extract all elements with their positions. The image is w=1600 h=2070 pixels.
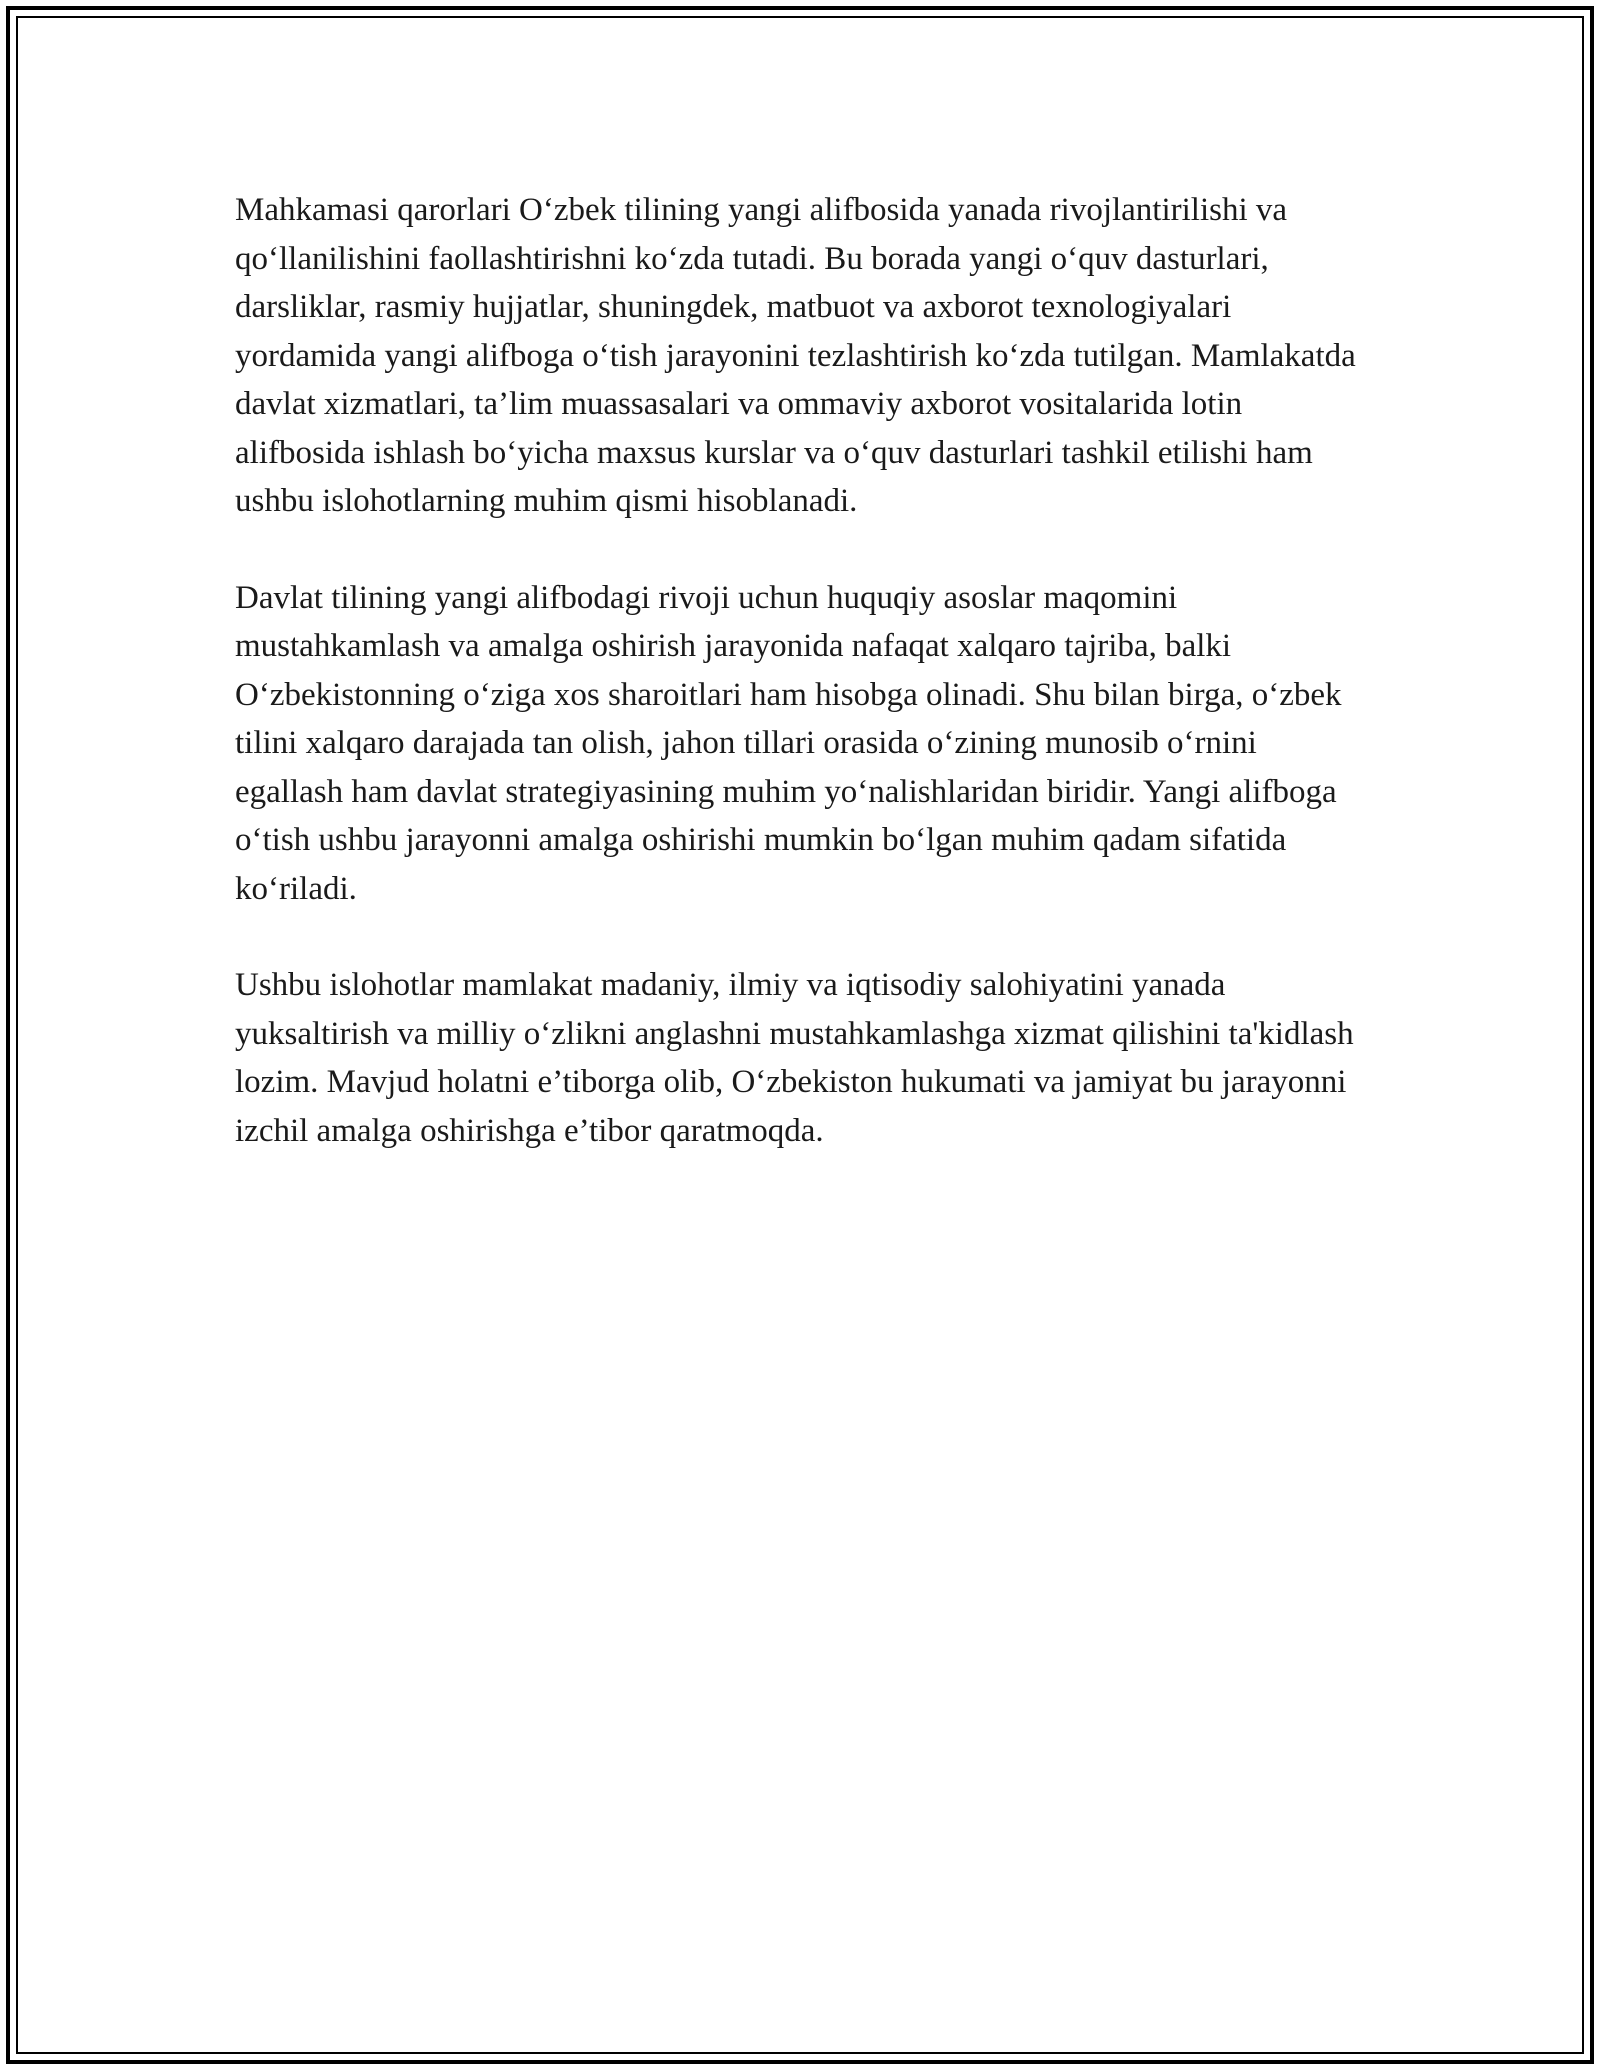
paragraph-2: Davlat tilining yangi alifbodagi rivoji uchun huquqiy asoslar maqomini mustahkamlash va amalga oshirish jarayonida nafaqat xalqaro tajriba, balki O‘zbekistonning o‘ziga xos sharoitlari ham hisobga olinadi. Shu bilan birga, o‘zbek tilini xalqaro darajada tan olish, jahon tillari orasida o‘zining munosib o‘rnini egallash ham davlat strategiyasining muhim yo‘nalishlaridan biridir. Yangi alifboga o‘tish ushbu jarayonni amalga oshirishi mumkin bo‘lgan muhim qadam sifatida ko‘riladi. (235, 579, 1342, 907)
paragraph-1: Mahkamasi qarorlari O‘zbek tilining yangi alifbosida yanada rivojlantirilishi va qo‘llanilishini faollashtirishni ko‘zda tutadi. Bu borada yangi o‘quv dasturlari, darsliklar, rasmiy hujjatlar, shuningdek, matbuot va axborot texnologiyalari yordamida yangi alifboga o‘tish jarayonini tezlashtirish ko‘zda tutilgan. Mamlakatda davlat xizmatlari, ta’lim muassasalari va ommaviy axborot vositalarida lotin alifbosida ishlash bo‘yicha maxsus kurslar va o‘quv dasturlari tashkil etilishi ham ushbu islohotlarning muhim qismi hisoblanadi. (235, 192, 1356, 519)
document-body (235, 186, 1370, 1203)
paragraph-3: Ushbu islohotlar mamlakat madaniy, ilmiy va iqtisodiy salohiyatini yanada yuksaltirish va milliy o‘zlikni anglashni mustahkamlashga xizmat qilishini ta'kidlash lozim. Mavjud holatni e’tiborga olib, O‘zbekiston hukumati va jamiyat bu jarayonni izchil amalga oshirishga e’tibor qaratmoqda. (235, 967, 1354, 1149)
